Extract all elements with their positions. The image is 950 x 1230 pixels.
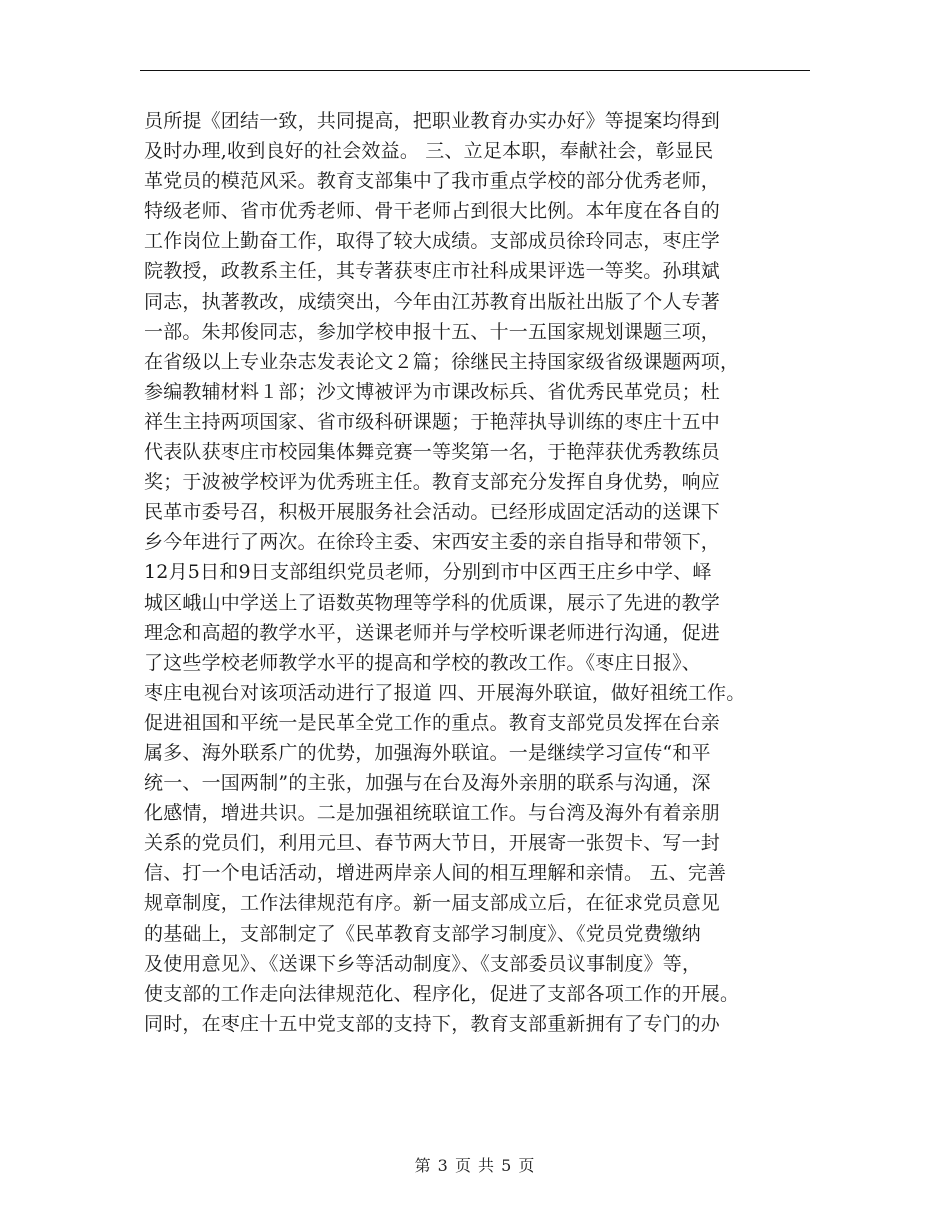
text-line: 化感情，增进共识。二是加强祖统联谊工作。与台湾及海外有着亲朋	[144, 802, 721, 825]
text-line: 关系的党员们，利用元旦、春节两大节日，开展寄一张贺卡、写一封	[144, 832, 721, 855]
text-line: 的基础上，支部制定了《民革教育支部学习制度》、《党员党费缴纳	[144, 922, 702, 945]
body-text	[144, 106, 824, 1039]
text-line: 祥生主持两项国家、省市级科研课题；于艳萍执导训练的枣庄十五中	[144, 410, 721, 433]
text-line: 及使用意见》、《送课下乡等活动制度》、《支部委员议事制度》等，	[144, 952, 702, 975]
text-line: 革党员的模范风采。教育支部集中了我市重点学校的部分优秀老师，	[144, 170, 721, 193]
text-line: 规章制度，工作法律规范有序。新一届支部成立后，在征求党员意见	[144, 892, 721, 915]
text-line: 代表队获枣庄市校园集体舞竞赛一等奖第一名，于艳萍获优秀教练员	[144, 441, 721, 464]
page-number-footer: 第 3 页 共 5 页	[414, 1156, 536, 1175]
text-line: 12月5日和9日支部组织党员老师，分别到市中区西王庄乡中学、峄	[144, 561, 712, 584]
text-line: 属多、海外联系广的优势，加强海外联谊。一是继续学习宣传“和平	[144, 741, 711, 764]
text-line: 乡今年进行了两次。在徐玲主委、宋西安主委的亲自指导和带领下，	[144, 531, 721, 554]
text-line: 民革市委号召，积极开展服务社会活动。已经形成固定活动的送课下	[144, 501, 721, 524]
text-line: 员所提《团结一致，共同提高，把职业教育办实办好》等提案均得到	[144, 110, 721, 132]
text-line: 理念和高超的教学水平，送课老师并与学校听课老师进行沟通，促进	[144, 621, 721, 644]
text-line: 奖；于波被学校评为优秀班主任。教育支部充分发挥自身优势，响应	[144, 471, 721, 494]
text-line: 院教授，政教系主任，其专著获枣庄市社科成果评选一等奖。孙琪斌	[144, 260, 721, 283]
text-line: 促进祖国和平统一是民革全党工作的重点。教育支部党员发挥在台亲	[144, 711, 721, 734]
text-line: 在省级以上专业杂志发表论文２篇；徐继民主持国家级省级课题两项，	[144, 350, 740, 373]
text-line: 及时办理,收到良好的社会效益。 三、立足本职，奉献社会，彰显民	[144, 140, 714, 163]
text-line: 了这些学校老师教学水平的提高和学校的教改工作。《枣庄日报》、	[144, 651, 702, 674]
text-line: 枣庄电视台对该项活动进行了报道 四、开展海外联谊，做好祖统工作。	[144, 681, 746, 704]
text-line: 统一、一国两制”的主张，加强与在台及海外亲朋的联系与沟通，深	[144, 772, 711, 795]
text-line: 同志，执著教改，成绩突出，今年由江苏教育出版社出版了个人专著	[144, 290, 721, 313]
header-rule	[140, 70, 810, 71]
text-line: 参编教辅材料１部；沙文博被评为市课改标兵、省优秀民革党员；杜	[144, 380, 721, 403]
text-line: 同时，在枣庄十五中党支部的支持下，教育支部重新拥有了专门的办	[144, 1012, 721, 1035]
text-line: 城区峨山中学送上了语数英物理等学科的优质课，展示了先进的教学	[144, 591, 721, 614]
text-line: 工作岗位上勤奋工作，取得了较大成绩。支部成员徐玲同志，枣庄学	[144, 230, 721, 253]
text-line: 信、打一个电话活动，增进两岸亲人间的相互理解和亲情。 五、完善	[144, 862, 727, 885]
text-line: 一部。朱邦俊同志，参加学校申报十五、十一五国家规划课题三项，	[144, 320, 721, 343]
text-line: 特级老师、省市优秀老师、骨干老师占到很大比例。本年度在各自的	[144, 200, 721, 223]
text-line: 使支部的工作走向法律规范化、程序化，促进了支部各项工作的开展。	[144, 982, 740, 1005]
